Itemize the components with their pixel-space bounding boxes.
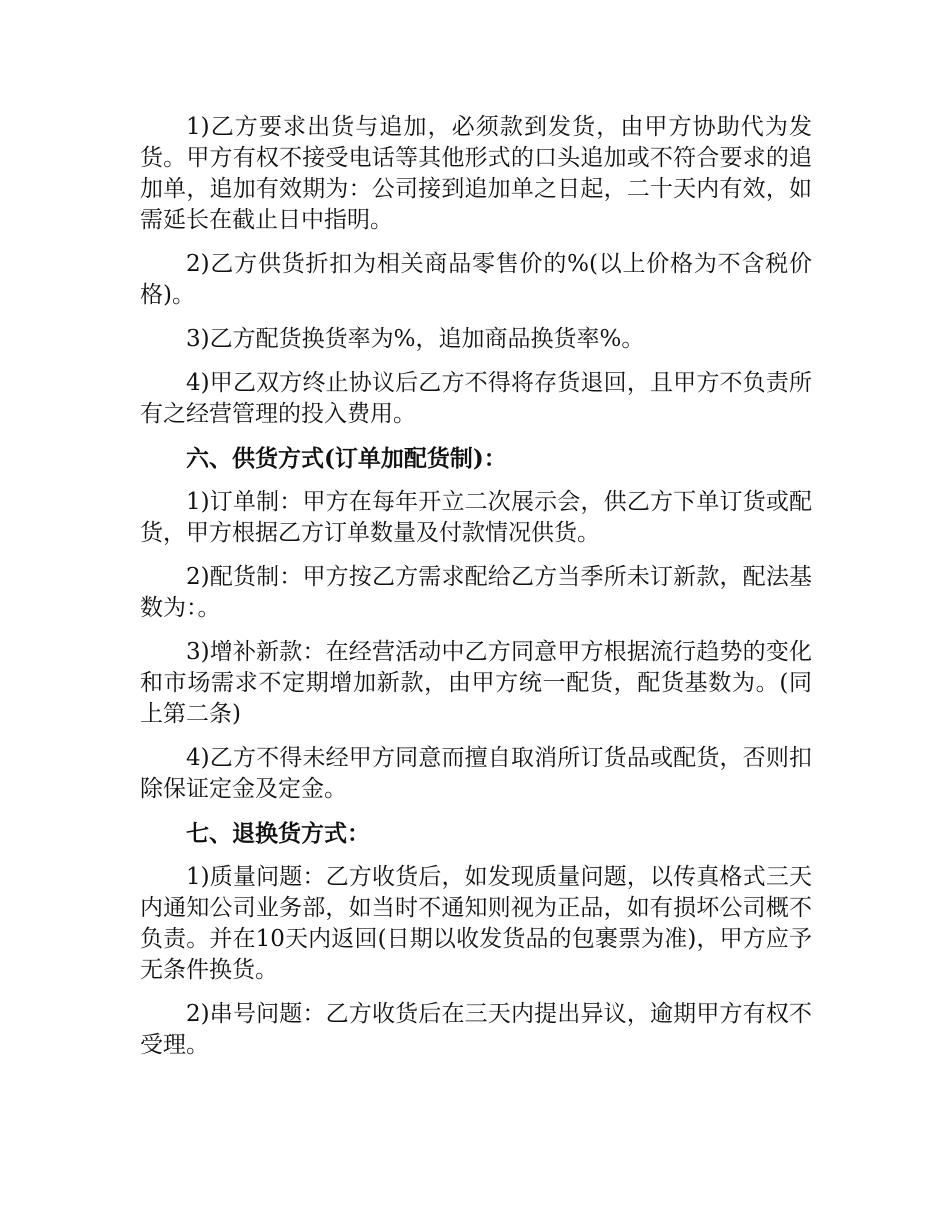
paragraph-exchange-rate: 3)乙方配货换货率为%，追加商品换货率%。 <box>186 326 645 352</box>
paragraph-cancellation: 4)乙方不得未经甲方同意而擅自取消所订货品或配货，否则扣除保证定金及定金。 <box>140 745 812 802</box>
section-heading-return-exchange: 七、退换货方式： <box>186 820 370 847</box>
paragraph-order-system: 1)订单制：甲方在每年开立二次展示会，供乙方下单订货或配货，甲方根据乙方订单数量及付款情况供货。 <box>140 489 812 546</box>
section-heading-supply-method: 六、供货方式(订单加配货制)： <box>186 445 507 472</box>
paragraph-supply-discount: 2)乙方供货折扣为相关商品零售价的%(以上价格为不含税价格)。 <box>140 251 812 308</box>
paragraph-shipping-and-additions: 1)乙方要求出货与追加，必须款到发货，由甲方协助代为发货。甲方有权不接受电话等其他形式的口头追加或不符合要求的追加单，追加有效期为：公司接到追加单之日起，二十天内有效，如需延长在截止日中指明。 <box>140 114 812 233</box>
paragraph-allocation-system: 2)配货制：甲方按乙方需求配给乙方当季所未订新款，配法基数为：。 <box>140 564 812 621</box>
document-body <box>140 112 812 1074</box>
paragraph-quality-issues: 1)质量问题：乙方收货后，如发现质量问题，以传真格式三天内通知公司业务部，如当时不通知则视为正品，如有损坏公司概不负责。并在10天内返回(日期以收发货品的包裹票为准)，甲方应予无条件换货。 <box>140 864 812 983</box>
paragraph-new-styles: 3)增补新款：在经营活动中乙方同意甲方根据流行趋势的变化和市场需求不定期增加新款，由甲方统一配货，配货基数为。(同上第二条) <box>140 639 812 727</box>
paragraph-serial-number-issues: 2)串号问题：乙方收货后在三天内提出异议，逾期甲方有权不受理。 <box>140 1001 812 1058</box>
paragraph-termination-returns: 4)甲乙双方终止协议后乙方不得将存货退回，且甲方不负责所有之经营管理的投入费用。 <box>140 370 812 427</box>
